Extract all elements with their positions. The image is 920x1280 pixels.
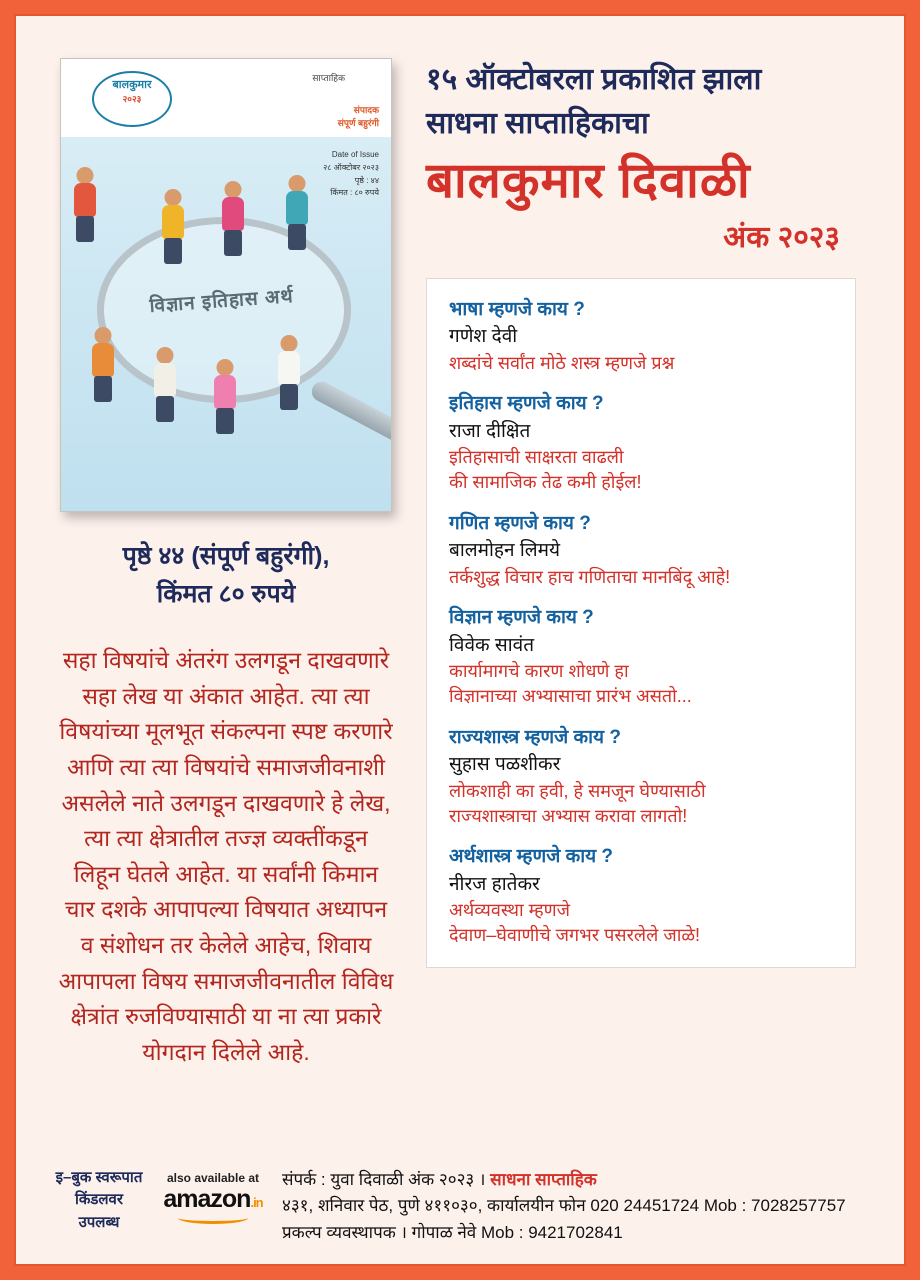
child-head bbox=[95, 327, 112, 344]
list-item bbox=[449, 725, 835, 830]
contents-panel bbox=[426, 278, 856, 968]
entry-tagline: अर्थव्यवस्था म्हणजे देवाण–घेवाणीचे जगभर पसरलेले जाळे! bbox=[449, 900, 701, 946]
pages-line-2: किंमत ८० रुपये bbox=[156, 579, 296, 608]
entry-author: राजा दीक्षित bbox=[449, 420, 531, 442]
child-legs bbox=[224, 230, 242, 256]
right-column bbox=[406, 58, 874, 1071]
contact-line-1 bbox=[282, 1167, 876, 1193]
contact-prefix: संपर्क : युवा दिवाळी अंक २०२३ । bbox=[282, 1169, 491, 1189]
list-item bbox=[449, 605, 835, 710]
poster bbox=[14, 14, 906, 1266]
cover-logo bbox=[89, 67, 175, 129]
cover-sadhana-label: साप्ताहिक bbox=[312, 73, 345, 83]
list-item bbox=[449, 511, 835, 590]
child-head bbox=[225, 181, 242, 198]
ebook-availability-text: इ–बुक स्वरूपात किंडलवर उपलब्ध bbox=[55, 1168, 143, 1231]
entry-question: गणित म्हणजे काय ? bbox=[449, 512, 591, 534]
amazon-logo-icon bbox=[154, 1184, 272, 1213]
entry-question: विज्ञान म्हणजे काय ? bbox=[449, 606, 594, 628]
entry-question: अर्थशास्त्र म्हणजे काय ? bbox=[449, 846, 614, 868]
child-body bbox=[278, 351, 300, 385]
headline-line-2: साधना साप्ताहिकाचा bbox=[426, 106, 649, 140]
list-item bbox=[449, 844, 835, 949]
child-head bbox=[217, 359, 234, 376]
child-body bbox=[222, 197, 244, 231]
child-legs bbox=[216, 408, 234, 434]
contact-brand: साधना साप्ताहिक bbox=[490, 1169, 597, 1189]
child-head bbox=[77, 167, 94, 184]
child-body bbox=[74, 183, 96, 217]
magnifier-handle-icon bbox=[308, 378, 392, 451]
entry-tagline: कार्यामागचे कारण शोधणे हा विज्ञानाच्या अभ्यासाचा प्रारंभ असतो... bbox=[449, 661, 692, 707]
child-body bbox=[154, 363, 176, 397]
cover-pages-label: पृष्ठे : ४४ bbox=[354, 175, 379, 185]
entry-author: विवेक सावंत bbox=[449, 634, 535, 656]
entry-tagline: तर्कशुद्ध विचार हाच गणिताचा मानबिंदू आहे! bbox=[449, 566, 731, 587]
magnifier-text: विज्ञान इतिहास अर्थ bbox=[148, 285, 295, 318]
child-head bbox=[157, 347, 174, 364]
description-paragraph: सहा विषयांचे अंतरंग उलगडून दाखवणारे सहा लेख या अंकात आहेत. त्या त्या विषयांच्या मूलभूत संकल्पना स्पष्ट करणारे आणि त्या त्या विषयांचे समाजजीवनाशी असलेले नाते उलगडून दाखवणारे हे लेख, त्या त्या क्षेत्रातील तज्ज्ञ व्यक्तींकडून लिहून घेतले आहेत. या सर्वांनी किमान चार दशके आपापल्या विषयात अध्यापन व संशोधन तर केलेले आहेच, शिवाय आपापला विषय समाजजीवनातील विविध क्षेत्रांत रुजविण्यासाठी या ना त्या प्रकारे योगदान दिलेले आहे. bbox=[58, 647, 394, 1066]
page-title: बालकुमार दिवाळी bbox=[426, 154, 751, 208]
child-legs bbox=[76, 216, 94, 242]
entry-author: सुहास पळशीकर bbox=[449, 754, 561, 776]
left-column bbox=[46, 58, 406, 1071]
amazon-wordmark: amazon bbox=[163, 1184, 251, 1213]
cover-date-value: २८ ऑक्टोबर २०२३ bbox=[323, 162, 379, 172]
footer bbox=[16, 1167, 904, 1246]
issue-label: अंक २०२३ bbox=[723, 220, 840, 254]
child-head bbox=[165, 189, 182, 206]
amazon-tld: .in bbox=[250, 1194, 263, 1210]
child-body bbox=[92, 343, 114, 377]
contact-line-3: प्रकल्प व्यवस्थापक । गोपाळ नेवे Mob : 9421702841 bbox=[282, 1222, 623, 1242]
child-head bbox=[289, 175, 306, 192]
amazon-also-label: also available at bbox=[166, 1170, 260, 1185]
child-legs bbox=[280, 384, 298, 410]
list-item bbox=[449, 391, 835, 496]
entry-tagline: शब्दांचे सर्वांत मोठे शस्त्र म्हणजे प्रश्न bbox=[449, 352, 675, 373]
list-item bbox=[449, 297, 835, 376]
cover-logo-year: २०२३ bbox=[122, 93, 142, 104]
magazine-cover-image bbox=[60, 58, 392, 512]
child-legs bbox=[94, 376, 112, 402]
entry-tagline: इतिहासाची साक्षरता वाढली की सामाजिक तेढ कमी होईल! bbox=[449, 447, 642, 493]
child-body bbox=[162, 205, 184, 239]
pages-line-1: पृष्ठे ४४ (संपूर्ण बहुरंगी), bbox=[122, 542, 330, 570]
contact-block bbox=[272, 1167, 876, 1246]
entry-question: भाषा म्हणजे काय ? bbox=[449, 298, 585, 320]
entry-question: इतिहास म्हणजे काय ? bbox=[449, 393, 604, 415]
headline-line-1: १५ ऑक्टोबरला प्रकाशित झाला bbox=[426, 63, 762, 96]
cover-sub-label: संपादक संपूर्ण बहुरंगी bbox=[337, 105, 379, 128]
amazon-swoosh-icon bbox=[178, 1212, 248, 1224]
contact-line-2: ४३१, शनिवार पेठ, पुणे ४११०३०, कार्यालयीन फोन 020 24451724 Mob : 7028257757 bbox=[282, 1196, 846, 1216]
entry-tagline: लोकशाही का हवी, हे समजून घेण्यासाठी राज्यशास्त्राचा अभ्यास करावा लागतो! bbox=[449, 780, 706, 826]
amazon-badge[interactable] bbox=[154, 1167, 272, 1224]
entry-author: बालमोहन लिमये bbox=[449, 540, 561, 562]
entry-question: राज्यशास्त्र म्हणजे काय ? bbox=[449, 726, 621, 748]
entry-author: गणेश देवी bbox=[449, 326, 518, 348]
cover-meta bbox=[323, 149, 379, 200]
child-legs bbox=[164, 238, 182, 264]
cover-date-label: Date of Issue bbox=[331, 150, 379, 159]
child-body bbox=[214, 375, 236, 409]
child-legs bbox=[288, 224, 306, 250]
child-body bbox=[286, 191, 308, 225]
child-head bbox=[281, 335, 298, 352]
poster-top bbox=[16, 16, 904, 1071]
child-legs bbox=[156, 396, 174, 422]
pages-price-block bbox=[46, 538, 406, 613]
cover-price-label: किंमत : ८० रुपये bbox=[330, 188, 379, 198]
cover-logo-title: बालकुमार bbox=[112, 79, 152, 91]
entry-author: नीरज हातेकर bbox=[449, 873, 540, 895]
